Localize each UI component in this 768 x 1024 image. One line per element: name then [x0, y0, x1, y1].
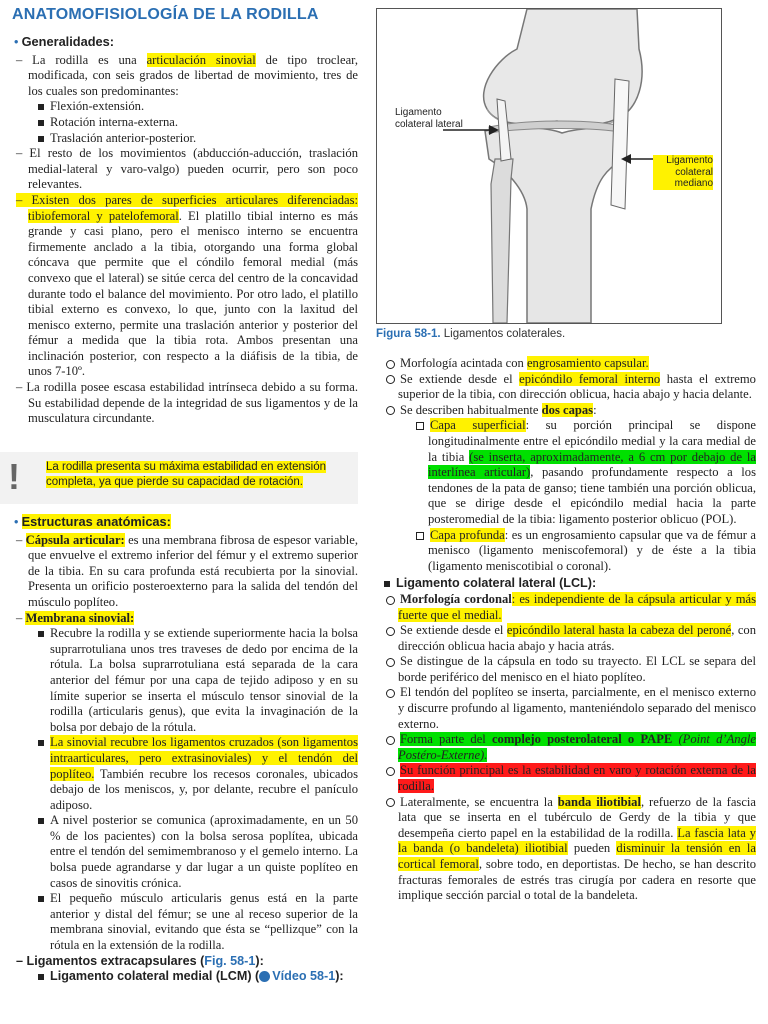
paragraph: – La rodilla posee escasa estabilidad intrínseca debido a su forma. Su estabilidad depende de la integridad de sus ligamentos y de la musculatura circundante. [16, 380, 358, 426]
subheading-lcl: Ligamento colateral lateral (LCL): [384, 576, 756, 592]
list-item: Se extiende desde el epicóndilo lateral hasta la cabeza del peroné, con dirección oblicua hacia abajo y hacia atrás. [384, 623, 756, 654]
list-item: Capa profunda: es un engrosamiento capsular que va de fémur a menisco (ligamento meniscofemoral) y de éste a la tibia (ligamento meniscotibial o coronal). [384, 528, 756, 575]
list-item: El pequeño músculo articularis genus está en la parte anterior y distal del fémur; se une al receso superior de la membrana sinovial, evitando que ésta se “pellizque” con la rótula en la extensión de la rodilla. [14, 891, 358, 953]
section-heading-estructuras: Estructuras anatómicas: [21, 514, 171, 529]
list-item: Flexión-extensión. [14, 99, 358, 115]
paragraph: – Ligamentos extracapsulares (Fig. 58-1): [16, 953, 264, 968]
list-item: Recubre la rodilla y se extiende superiormente hacia la bolsa suprarrotuliana unos tres traveses de dedo por encima de la rótula. La bolsa suprarrotuliana está separada de la cara anterior del fémur por una capa de tejido adiposo y en su límite superior se inserta el músculo tensor sinovial de la rodilla (articularis genus), que evita la invaginación de la bolsa por debajo de la rótula. [14, 626, 358, 735]
right-column [384, 356, 756, 904]
list-item: Morfología acintada con engrosamiento capsular. [384, 356, 756, 372]
list-item: Forma parte del complejo posterolateral o PAPE (Point d’Angle Postéro-Externe). [384, 732, 756, 763]
left-column: • Generalidades: – La rodilla es una articulación sinovial de tipo troclear, modificada, con seis grados de libertad de movimiento, tres de los cuales son predominantes: Flexión-extensión. Rotación interna-externa. Traslación anterior-posterior. – El resto de los movimientos (abducción-aducción, traslación medial-lateral y varo-valgo) pueden ocurrir, pero son poco relevantes. – Existen dos pares de superficies articulares diferenciadas: tibiofemoral y patelofemoral. El platillo tibial interno es más grande y casi plano, pero el menisco interno se encuentra firmemente anclado a la tibia, otorgando una forma global cóncava que permite que el cóndilo femoral medial (más convexo que el lateral) se sitúe cerca del centro de la concavidad durante todo el balance del movimiento. Por otro lado, el platillo tibial externo es convexo, lo que, junto con la laxitud del menisco externo, permite una traslación anterior y posterior del fémur a medida que la tibia rota. Ambos presentan una inclinación posterior, con respecto a la diáfisis de la tibia, de unos 7-10º. – La rodilla posee escasa estabilidad intrínseca debido a su forma. Su estabilidad depende de la integridad de sus ligamentos y de la musculatura circundante. [14, 34, 358, 426]
list-item: Morfología cordonal: es independiente de la cápsula articular y más fuerte que el medial. [384, 592, 756, 623]
video-link[interactable]: Vídeo 58-1 [272, 969, 336, 984]
paragraph: – Existen dos pares de superficies articulares diferenciadas: tibiofemoral y patelofemoral. El platillo tibial interno es más grande y casi plano, pero el menisco interno se encuentra firmemente anclado a la tibia, otorgando una forma global cóncava que permite que el cóndilo femoral medial (más convexo que el lateral) se sitúe cerca del centro de la concavidad durante todo el balance del movimiento. Por otro lado, el platillo tibial externo es convexo, lo que, junto con la laxitud del menisco externo, permite una traslación anterior y posterior del fémur a medida que la tibia rota. Ambos presentan una inclinación posterior, con respecto a la diáfisis de la tibia, de unos 7-10º. [16, 192, 358, 379]
list-item: La sinovial recubre los ligamentos cruzados (son ligamentos intraarticulares, pero extrasinoviales) y el tendón del poplíteo. También recubre los recesos coronales, ubicados debajo de los meniscos, y, por delante, recubre el panículo adiposo. [14, 735, 358, 813]
left-column-lower: • Estructuras anatómicas: – Cápsula articular: es una membrana fibrosa de espesor variable, que envuelve el extremo inferior del fémur y el extremo superior de la tibia. En su cara profunda está recubierta por la sinovial. Presenta un orificio posteroexterno para la salida del tendón del músculo poplíteo. – Membrana sinovial: Recubre la rodilla y se extiende superiormente hacia la bolsa suprarrotuliana unos tres traveses de dedo por encima de la rótula. La bolsa suprarrotuliana está separada de la cara anterior del fémur por una capa de tejido adiposo y en su límite superior se inserta el músculo tensor sinovial de la rodilla (articularis genus), que evita la invaginación de la bolsa por debajo de la rótula. La sinovial recubre los ligamentos cruzados (son ligamentos intraarticulares, pero extrasinoviales) y el tendón del poplíteo. También recubre los recesos coronales, ubicados debajo de los meniscos, y, por delante, recubre el panículo adiposo. A nivel posterior se comunica (aproximadamente, en un 50 % de los pacientes) con la bolsa serosa poplítea, ubicada entre el tendón del semimembranoso y el gemelo interno. La bolsa puede agrandarse y dar lugar a un quiste poplíteo en casos de sinovitis crónica. El pequeño músculo articularis genus está en la parte anterior y distal del fémur; se une al receso superior de la membrana sinovial, evitando que ésta se “pellizque” con la rótula en la extensión de la rodilla. – Ligamentos extracapsulares (Fig. 58-1): Ligamento colateral medial (LCM) ( Vídeo 58-1): [14, 514, 359, 984]
list-item: Traslación anterior-posterior. [14, 131, 358, 147]
list-item: Se distingue de la cápsula en todo su trayecto. El LCL se separa del borde periférico del menisco en el hiato poplíteo. [384, 654, 756, 685]
figure-caption [376, 328, 565, 340]
caption-text: Ligamentos colaterales. [443, 328, 566, 340]
exclamation-icon: ! [8, 456, 20, 497]
list-item: A nivel posterior se comunica (aproximadamente, en un 50 % de los pacientes) con la bolsa serosa poplítea, ubicada entre el tendón del semimembranoso y el gemelo interno. La bolsa puede agrandarse y dar lugar a un quiste poplíteo en casos de sinovitis crónica. [14, 813, 358, 891]
note-box [0, 452, 358, 504]
paragraph: – Membrana sinovial: [16, 610, 135, 625]
list-item: Se describen habitualmente dos capas: [384, 403, 756, 419]
page-title: ANATOMOFISIOLOGÍA DE LA RODILLA [12, 6, 319, 23]
paragraph: – Cápsula articular: es una membrana fibrosa de espesor variable, que envuelve el extremo inferior del fémur y el extremo superior de la tibia. En su cara profunda está recubierta por la sinovial. Presenta un orificio posteroexterno para la salida del tendón del músculo poplíteo. [16, 532, 359, 609]
list-item: Rotación interna-externa. [14, 115, 358, 131]
list-item: Ligamento colateral medial (LCM) ( Vídeo 58-1): [14, 969, 358, 985]
video-play-icon[interactable] [259, 971, 270, 982]
list-item: Lateralmente, se encuentra la banda iliotibial, refuerzo de la fascia lata que se inserta en el tubérculo de Gerdy de la tibia y que desempeña cierto papel en la estabilidad de la rodilla. La fascia lata y la banda (o bandeleta) iliotibial pueden disminuir la tensión en la cortical femoral, sobre todo, en deportistas. De hecho, se han descrito fracturas femorales de estrés tras cirugía por cadera en resorte que implique sección parcial o total de la bandeleta. [384, 795, 756, 904]
list-item: El tendón del poplíteo se inserta, parcialmente, en el menisco externo y discurre profundo al ligamento, manteniéndolo separado del menisco externo. [384, 685, 756, 732]
paragraph: – La rodilla es una articulación sinovial de tipo troclear, modificada, con seis grados de libertad de movimiento, tres de los cuales son predominantes: [16, 52, 358, 98]
paragraph: – El resto de los movimientos (abducción-aducción, traslación medial-lateral y varo-valgo) pueden ocurrir, pero son poco relevantes. [16, 146, 358, 192]
knee-figure [376, 8, 722, 324]
list-item: Su función principal es la estabilidad en varo y rotación externa de la rodilla. [384, 763, 756, 794]
section-heading-generalidades: Generalidades: [21, 34, 115, 49]
figure-link[interactable]: Fig. 58-1 [204, 953, 256, 968]
caption-number: Figura 58-1. [376, 328, 441, 340]
label-medial-ligament: Ligamento colateral mediano [653, 155, 713, 190]
list-item: Se extiende desde el epicóndilo femoral interno hasta el extremo superior de la tibia, con dirección oblicua, hacia abajo y hacia delante. [384, 372, 756, 403]
label-lateral-ligament: Ligamento colateral lateral [395, 107, 463, 130]
note-text: La rodilla presenta su máxima estabilidad en extensión completa, ya que pierde su capacidad de rotación. [46, 461, 326, 488]
list-item: Capa superficial: su porción principal se dispone longitudinalmente entre el epicóndilo medial y la cara medial de la tibia (se inserta, aproximadamente, a 6 cm por debajo de la interlínea articular), pasando profundamente respecto a los tendones de la pata de ganso; tiene también una porción oblicua, que se dirige desde el epicóndilo medial hacia la parte posteromedial de la tibia: ligamento posterior oblicuo (POL). [384, 418, 756, 527]
